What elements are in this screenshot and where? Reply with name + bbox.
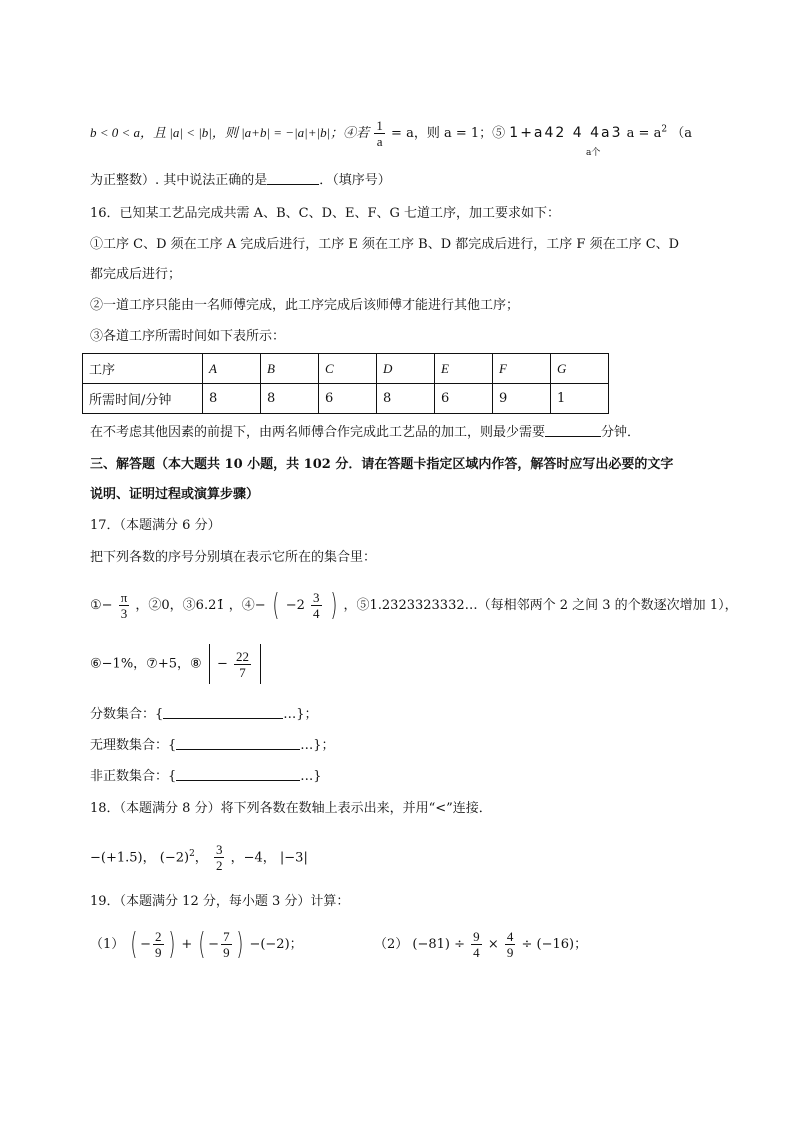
q18-n2-sep: ， [194, 850, 208, 866]
table-step-f: F [493, 354, 551, 384]
table-step-d: D [377, 354, 435, 384]
q15-text-d: （a [671, 126, 692, 141]
q17-item4-fraction [311, 590, 322, 621]
q17-item8-num: 22 [235, 648, 249, 664]
q17-item8-den: 7 [239, 664, 246, 680]
q18-n5: |−3| [279, 850, 308, 866]
q18-n3-num: 3 [215, 842, 223, 858]
q17-item1-num: π [120, 590, 128, 605]
table-row2-label: 所需时间/分钟 [83, 384, 203, 414]
q17-items-line1 [90, 586, 738, 626]
q17-item1-den: 3 [120, 606, 128, 621]
left-paren-icon: ( [198, 926, 206, 962]
q17-header: 17．（本题满分 6 分） [90, 518, 221, 533]
q17-items-line2 [90, 644, 264, 685]
q16-rule1a: ①工序 C、D 须在工序 A 完成后进行，工序 E 须在工序 B、D 都完成后进行，工序 F 须在工序 C、D [90, 237, 680, 252]
left-paren-icon: ( [130, 926, 138, 962]
table-step-a: A [203, 354, 261, 384]
q16-rule2: ②一道工序只能由一名师傅完成，此工序完成后该师傅才能进行其他工序； [90, 298, 520, 313]
q17-item6-7: ⑥−1%，⑦+5，⑧ [90, 656, 202, 672]
q19-p1-label: （1） [90, 937, 125, 952]
q17-set1-blank[interactable] [163, 706, 283, 719]
right-paren-icon: ) [235, 926, 243, 962]
table-row1-label: 工序 [83, 354, 203, 384]
q17-prompt: 把下列各数的序号分别填在表示它所在的集合里： [90, 550, 377, 565]
q19-p2-c: ÷ (−16)； [521, 937, 588, 952]
q18-n2: (−2) [159, 850, 190, 866]
q15-frac-num: 1 [376, 118, 383, 133]
q17-set-irrational [90, 737, 335, 754]
table-step-e: E [435, 354, 493, 384]
q15-text-a: b < 0 < a，且 |a| < |b|，则 |a+b| = −|a|+|b|；④若 [90, 125, 373, 140]
q15-glitch-sub: a个 [586, 148, 601, 158]
q18-n3-den: 2 [215, 858, 223, 874]
q17-set3-blank[interactable] [176, 768, 300, 781]
q15-line-2 [90, 172, 391, 189]
q19-p2-b: × [487, 937, 503, 952]
q15-line2-end: ．（填序号） [319, 173, 391, 188]
table-step-b: B [261, 354, 319, 384]
q19-p1-tail: −(−2)； [249, 937, 303, 952]
q17-set-fraction [90, 706, 318, 723]
q16-question [90, 424, 640, 441]
q17-item4-den: 4 [313, 606, 320, 621]
q17-set-nonpositive [90, 768, 322, 785]
table-step-g: G [551, 354, 609, 384]
q17-item4-prefix: ，④− [228, 598, 266, 613]
q19-part1: （1） ( − $\frac{2}{9}$ ) + ( − $\frac{7}{9}$ ) −(−2)； [90, 926, 303, 962]
q17-item1-prefix: ①− [90, 598, 113, 613]
q17-item2: ，②0，③6.2 [135, 598, 217, 613]
q16-question-text: 在不考虑其他因素的前提下，由两名师傅合作完成此工艺品的加工，则最少需要 [90, 425, 546, 440]
q19-p1-f1-den: 9 [155, 945, 162, 960]
abs-bar-left-icon [209, 644, 210, 684]
q17-item4-whole: −2 [285, 598, 305, 613]
q15-text-c: a = a [626, 126, 662, 141]
table-time-b: 8 [261, 384, 319, 414]
q18-n3-fraction [214, 842, 225, 873]
section3-heading-2: 说明、证明过程或演算步骤） [90, 487, 260, 502]
q19-p2-f1 [471, 929, 482, 960]
q15-text-b: = a，则 a = 1；⑤ [391, 126, 506, 141]
q19-p2-a: (−81) ÷ [412, 937, 470, 952]
q17-set2-blank[interactable] [176, 737, 300, 750]
left-paren-icon: ( [272, 587, 280, 623]
q15-frac-den: a [376, 134, 383, 149]
q19-p1-f1 [153, 929, 164, 960]
q17-item8-fraction [234, 649, 251, 680]
q19-part2 [374, 925, 587, 965]
q19-p1-f2 [221, 929, 232, 960]
q19-header: 19．（本题满分 12 分，每小题 3 分）计算： [90, 894, 350, 909]
q16-rule1b: 都完成后进行； [90, 267, 182, 282]
table-time-f: 9 [493, 384, 551, 414]
q18-n4: ，−4， [230, 850, 276, 866]
q19-p2-f2-num: 4 [506, 929, 514, 944]
right-paren-icon: ) [167, 926, 175, 962]
q16-rule3: ③各道工序所需时间如下表所示： [90, 329, 286, 344]
section3-heading-1: 三、解答题（本大题共 10 小题，共 102 分．请在答题卡指定区域内作答，解答时应写出必要的文字 [90, 457, 674, 472]
table-row [83, 384, 609, 414]
table-time-g: 1 [551, 384, 609, 414]
q17-item3-dot: 1̇ [216, 598, 225, 613]
table-row [83, 354, 609, 384]
q15-sup: 2 [661, 124, 668, 135]
q19-p1-f2-den: 9 [223, 945, 230, 960]
q17-set1-end: …}； [283, 707, 318, 722]
q15-fraction [374, 118, 385, 149]
q19-p1-plus: + [181, 937, 193, 952]
q19-p2-f1-den: 4 [473, 945, 480, 960]
q16-answer-blank[interactable] [545, 424, 601, 437]
q15-answer-blank[interactable] [267, 172, 319, 185]
q17-item4-num: 3 [313, 590, 320, 605]
q16-question-end: 分钟． [601, 425, 641, 440]
q18-numbers [90, 834, 308, 878]
q16-stem: 16．已知某工艺品完成共需 A、B、C、D、E、F、G 七道工序，加工要求如下： [90, 206, 561, 221]
q17-item5: ，⑤1.2323323332…（每相邻两个 2 之间 3 的个数逐次增加 1）， [343, 598, 738, 613]
q18-header: 18．（本题满分 8 分）将下列各数在数轴上表示出来，并用“<”连接． [90, 801, 492, 816]
q15-line-1 [90, 118, 692, 149]
q15-line2-text: 为正整数）. 其中说法正确的是 [90, 173, 268, 188]
q19-p1-f2-num: 7 [223, 929, 230, 944]
q19-p1-f1-num: 2 [155, 929, 162, 944]
q19-p2-f2 [505, 929, 516, 960]
q17-set2-end: …}； [300, 738, 335, 753]
q17-item1-fraction [119, 590, 130, 621]
table-time-c: 6 [319, 384, 377, 414]
q19-p2-f2-den: 9 [506, 945, 514, 960]
q19-p2-label: （2） [374, 937, 409, 952]
q17-set3-label: 非正数集合：{ [90, 769, 177, 784]
q19-p2-f1-num: 9 [473, 929, 480, 944]
table-step-c: C [319, 354, 377, 384]
table-time-e: 6 [435, 384, 493, 414]
q17-item8-sign: − [216, 656, 228, 672]
abs-bar-right-icon [260, 644, 261, 684]
q17-set1-label: 分数集合：{ [90, 707, 164, 722]
q18-n2-sup: 2 [189, 849, 195, 859]
q18-n1: −(+1.5)， [90, 850, 156, 866]
right-paren-icon: ) [329, 587, 338, 623]
q15-glitch-text: 1+a42 4 4a3 [509, 125, 623, 141]
q16-time-table [82, 353, 609, 414]
table-time-a: 8 [203, 384, 261, 414]
q17-set2-label: 无理数集合：{ [90, 738, 177, 753]
table-time-d: 8 [377, 384, 435, 414]
q17-set3-end: …} [300, 769, 322, 784]
